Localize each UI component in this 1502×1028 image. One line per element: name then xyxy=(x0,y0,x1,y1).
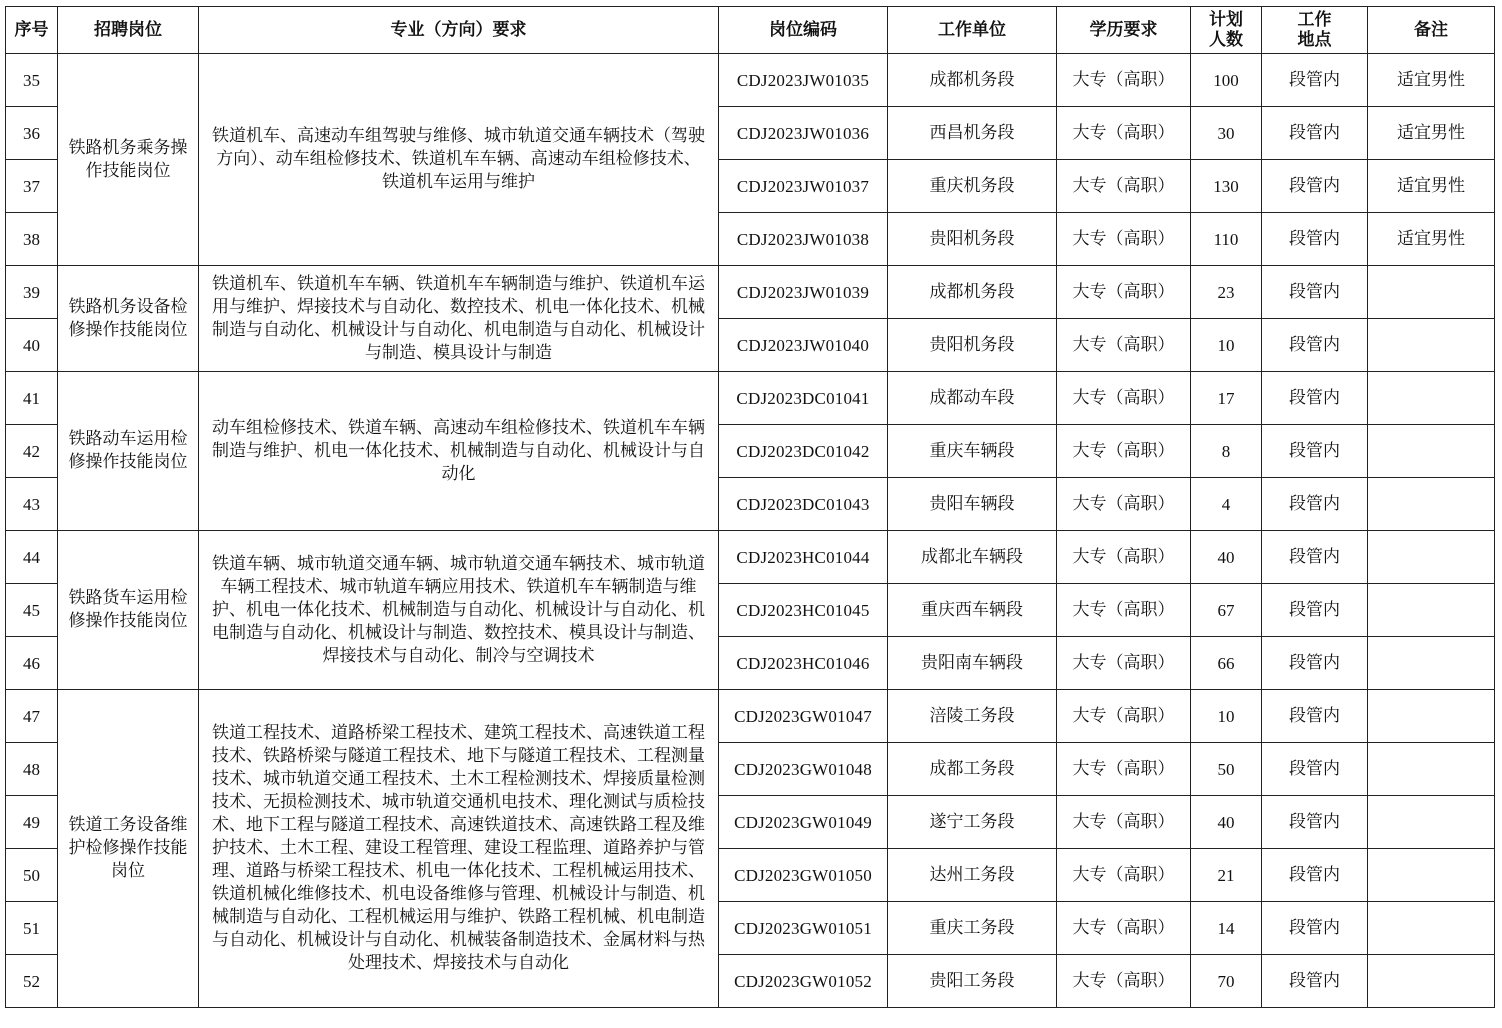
row-index: 39 xyxy=(6,266,58,319)
row-index: 44 xyxy=(6,531,58,584)
remark-cell xyxy=(1368,743,1495,796)
unit-cell: 达州工务段 xyxy=(888,849,1057,902)
unit-cell: 贵阳工务段 xyxy=(888,955,1057,1008)
unit-cell: 贵阳南车辆段 xyxy=(888,637,1057,690)
row-index: 40 xyxy=(6,319,58,372)
code-cell: CDJ2023HC01046 xyxy=(719,637,888,690)
row-index: 51 xyxy=(6,902,58,955)
location-cell: 段管内 xyxy=(1262,637,1368,690)
unit-cell: 西昌机务段 xyxy=(888,107,1057,160)
code-cell: CDJ2023GW01049 xyxy=(719,796,888,849)
education-cell: 大专（高职） xyxy=(1057,107,1191,160)
count-cell: 8 xyxy=(1191,425,1262,478)
unit-cell: 贵阳机务段 xyxy=(888,319,1057,372)
table-row xyxy=(6,690,1495,743)
count-cell: 66 xyxy=(1191,637,1262,690)
header-index: 序号 xyxy=(6,7,58,54)
table-row xyxy=(6,266,1495,319)
count-cell: 10 xyxy=(1191,319,1262,372)
row-index: 35 xyxy=(6,54,58,107)
remark-cell: 适宜男性 xyxy=(1368,54,1495,107)
row-index: 37 xyxy=(6,160,58,213)
location-cell: 段管内 xyxy=(1262,584,1368,637)
location-cell: 段管内 xyxy=(1262,107,1368,160)
code-cell: CDJ2023DC01041 xyxy=(719,372,888,425)
row-index: 47 xyxy=(6,690,58,743)
code-cell: CDJ2023HC01045 xyxy=(719,584,888,637)
location-cell: 段管内 xyxy=(1262,531,1368,584)
count-cell: 4 xyxy=(1191,478,1262,531)
remark-cell xyxy=(1368,902,1495,955)
remark-cell xyxy=(1368,425,1495,478)
education-cell: 大专（高职） xyxy=(1057,372,1191,425)
remark-cell xyxy=(1368,531,1495,584)
remark-cell xyxy=(1368,266,1495,319)
code-cell: CDJ2023GW01051 xyxy=(719,902,888,955)
education-cell: 大专（高职） xyxy=(1057,584,1191,637)
location-cell: 段管内 xyxy=(1262,796,1368,849)
table-row xyxy=(6,372,1495,425)
header-position: 招聘岗位 xyxy=(58,7,199,54)
unit-cell: 遂宁工务段 xyxy=(888,796,1057,849)
code-cell: CDJ2023GW01047 xyxy=(719,690,888,743)
education-cell: 大专（高职） xyxy=(1057,319,1191,372)
remark-cell xyxy=(1368,796,1495,849)
remark-cell xyxy=(1368,478,1495,531)
count-cell: 21 xyxy=(1191,849,1262,902)
education-cell: 大专（高职） xyxy=(1057,743,1191,796)
count-cell: 17 xyxy=(1191,372,1262,425)
education-cell: 大专（高职） xyxy=(1057,213,1191,266)
remark-cell xyxy=(1368,319,1495,372)
location-cell: 段管内 xyxy=(1262,319,1368,372)
table-row xyxy=(6,54,1495,107)
location-cell: 段管内 xyxy=(1262,955,1368,1008)
count-cell: 40 xyxy=(1191,531,1262,584)
count-cell: 23 xyxy=(1191,266,1262,319)
header-row xyxy=(6,7,1495,54)
unit-cell: 重庆西车辆段 xyxy=(888,584,1057,637)
code-cell: CDJ2023DC01042 xyxy=(719,425,888,478)
row-index: 41 xyxy=(6,372,58,425)
row-index: 46 xyxy=(6,637,58,690)
row-index: 49 xyxy=(6,796,58,849)
code-cell: CDJ2023JW01040 xyxy=(719,319,888,372)
major-cell: 铁道机车、铁道机车车辆、铁道机车车辆制造与维护、铁道机车运用与维护、焊接技术与自动化、数控技术、机电一体化技术、机械制造与自动化、机械设计与自动化、机电制造与自动化、机械设计与制造、模具设计与制造 xyxy=(199,266,719,372)
count-cell: 14 xyxy=(1191,902,1262,955)
row-index: 52 xyxy=(6,955,58,1008)
location-cell: 段管内 xyxy=(1262,902,1368,955)
education-cell: 大专（高职） xyxy=(1057,531,1191,584)
unit-cell: 贵阳车辆段 xyxy=(888,478,1057,531)
header-count: 计划人数 xyxy=(1191,7,1262,54)
table-body xyxy=(6,54,1495,1008)
position-cell: 铁路动车运用检修操作技能岗位 xyxy=(58,372,199,531)
remark-cell xyxy=(1368,372,1495,425)
position-cell: 铁路机务设备检修操作技能岗位 xyxy=(58,266,199,372)
unit-cell: 成都工务段 xyxy=(888,743,1057,796)
remark-cell xyxy=(1368,690,1495,743)
remark-cell: 适宜男性 xyxy=(1368,160,1495,213)
count-cell: 40 xyxy=(1191,796,1262,849)
code-cell: CDJ2023DC01043 xyxy=(719,478,888,531)
education-cell: 大专（高职） xyxy=(1057,637,1191,690)
education-cell: 大专（高职） xyxy=(1057,849,1191,902)
unit-cell: 成都动车段 xyxy=(888,372,1057,425)
code-cell: CDJ2023GW01052 xyxy=(719,955,888,1008)
count-cell: 10 xyxy=(1191,690,1262,743)
code-cell: CDJ2023JW01037 xyxy=(719,160,888,213)
header-remark: 备注 xyxy=(1368,7,1495,54)
major-cell: 铁道工程技术、道路桥梁工程技术、建筑工程技术、高速铁道工程技术、铁路桥梁与隧道工程技术、地下与隧道工程技术、工程测量技术、城市轨道交通工程技术、土木工程检测技术、焊接质量检测技术、无损检测技术、城市轨道交通机电技术、理化测试与质检技术、地下工程与隧道工程技术、高速铁道技术、高速铁路工程及维护技术、土木工程、建设工程管理、建设工程监理、道路养护与管理、道路与桥梁工程技术、机电一体化技术、工程机械运用技术、铁道机械化维修技术、机电设备维修与管理、机械设计与制造、机械制造与自动化、工程机械运用与维护、铁路工程机械、机电制造与自动化、机械设计与自动化、机械装备制造技术、金属材料与热处理技术、焊接技术与自动化 xyxy=(199,690,719,1008)
header-education: 学历要求 xyxy=(1057,7,1191,54)
unit-cell: 贵阳机务段 xyxy=(888,213,1057,266)
row-index: 45 xyxy=(6,584,58,637)
row-index: 36 xyxy=(6,107,58,160)
education-cell: 大专（高职） xyxy=(1057,796,1191,849)
code-cell: CDJ2023GW01050 xyxy=(719,849,888,902)
unit-cell: 重庆机务段 xyxy=(888,160,1057,213)
header-location: 工作地点 xyxy=(1262,7,1368,54)
row-index: 48 xyxy=(6,743,58,796)
count-cell: 67 xyxy=(1191,584,1262,637)
position-cell: 铁道工务设备维护检修操作技能岗位 xyxy=(58,690,199,1008)
count-cell: 50 xyxy=(1191,743,1262,796)
code-cell: CDJ2023JW01035 xyxy=(719,54,888,107)
education-cell: 大专（高职） xyxy=(1057,690,1191,743)
header-major: 专业（方向）要求 xyxy=(199,7,719,54)
remark-cell xyxy=(1368,955,1495,1008)
location-cell: 段管内 xyxy=(1262,160,1368,213)
count-cell: 130 xyxy=(1191,160,1262,213)
unit-cell: 重庆车辆段 xyxy=(888,425,1057,478)
unit-cell: 重庆工务段 xyxy=(888,902,1057,955)
location-cell: 段管内 xyxy=(1262,849,1368,902)
table-header xyxy=(6,7,1495,54)
header-code: 岗位编码 xyxy=(719,7,888,54)
unit-cell: 成都机务段 xyxy=(888,266,1057,319)
count-cell: 70 xyxy=(1191,955,1262,1008)
location-cell: 段管内 xyxy=(1262,213,1368,266)
code-cell: CDJ2023JW01039 xyxy=(719,266,888,319)
education-cell: 大专（高职） xyxy=(1057,425,1191,478)
unit-cell: 成都机务段 xyxy=(888,54,1057,107)
code-cell: CDJ2023HC01044 xyxy=(719,531,888,584)
count-cell: 100 xyxy=(1191,54,1262,107)
position-cell: 铁路机务乘务操作技能岗位 xyxy=(58,54,199,266)
code-cell: CDJ2023JW01038 xyxy=(719,213,888,266)
education-cell: 大专（高职） xyxy=(1057,902,1191,955)
count-cell: 110 xyxy=(1191,213,1262,266)
remark-cell xyxy=(1368,637,1495,690)
position-cell: 铁路货车运用检修操作技能岗位 xyxy=(58,531,199,690)
location-cell: 段管内 xyxy=(1262,478,1368,531)
code-cell: CDJ2023GW01048 xyxy=(719,743,888,796)
location-cell: 段管内 xyxy=(1262,690,1368,743)
education-cell: 大专（高职） xyxy=(1057,160,1191,213)
location-cell: 段管内 xyxy=(1262,425,1368,478)
row-index: 43 xyxy=(6,478,58,531)
major-cell: 铁道机车、高速动车组驾驶与维修、城市轨道交通车辆技术（驾驶方向）、动车组检修技术、铁道机车车辆、高速动车组检修技术、铁道机车运用与维护 xyxy=(199,54,719,266)
education-cell: 大专（高职） xyxy=(1057,478,1191,531)
education-cell: 大专（高职） xyxy=(1057,955,1191,1008)
unit-cell: 涪陵工务段 xyxy=(888,690,1057,743)
row-index: 50 xyxy=(6,849,58,902)
education-cell: 大专（高职） xyxy=(1057,54,1191,107)
recruitment-table xyxy=(5,6,1495,1008)
major-cell: 动车组检修技术、铁道车辆、高速动车组检修技术、铁道机车车辆制造与维护、机电一体化技术、机械制造与自动化、机械设计与自动化 xyxy=(199,372,719,531)
location-cell: 段管内 xyxy=(1262,372,1368,425)
code-cell: CDJ2023JW01036 xyxy=(719,107,888,160)
location-cell: 段管内 xyxy=(1262,266,1368,319)
unit-cell: 成都北车辆段 xyxy=(888,531,1057,584)
remark-cell: 适宜男性 xyxy=(1368,213,1495,266)
remark-cell xyxy=(1368,849,1495,902)
header-unit: 工作单位 xyxy=(888,7,1057,54)
table-row xyxy=(6,531,1495,584)
location-cell: 段管内 xyxy=(1262,743,1368,796)
row-index: 42 xyxy=(6,425,58,478)
education-cell: 大专（高职） xyxy=(1057,266,1191,319)
remark-cell: 适宜男性 xyxy=(1368,107,1495,160)
remark-cell xyxy=(1368,584,1495,637)
location-cell: 段管内 xyxy=(1262,54,1368,107)
major-cell: 铁道车辆、城市轨道交通车辆、城市轨道交通车辆技术、城市轨道车辆工程技术、城市轨道车辆应用技术、铁道机车车辆制造与维护、机电一体化技术、机械制造与自动化、机械设计与自动化、机电制造与自动化、机械设计与制造、数控技术、模具设计与制造、焊接技术与自动化、制冷与空调技术 xyxy=(199,531,719,690)
row-index: 38 xyxy=(6,213,58,266)
count-cell: 30 xyxy=(1191,107,1262,160)
